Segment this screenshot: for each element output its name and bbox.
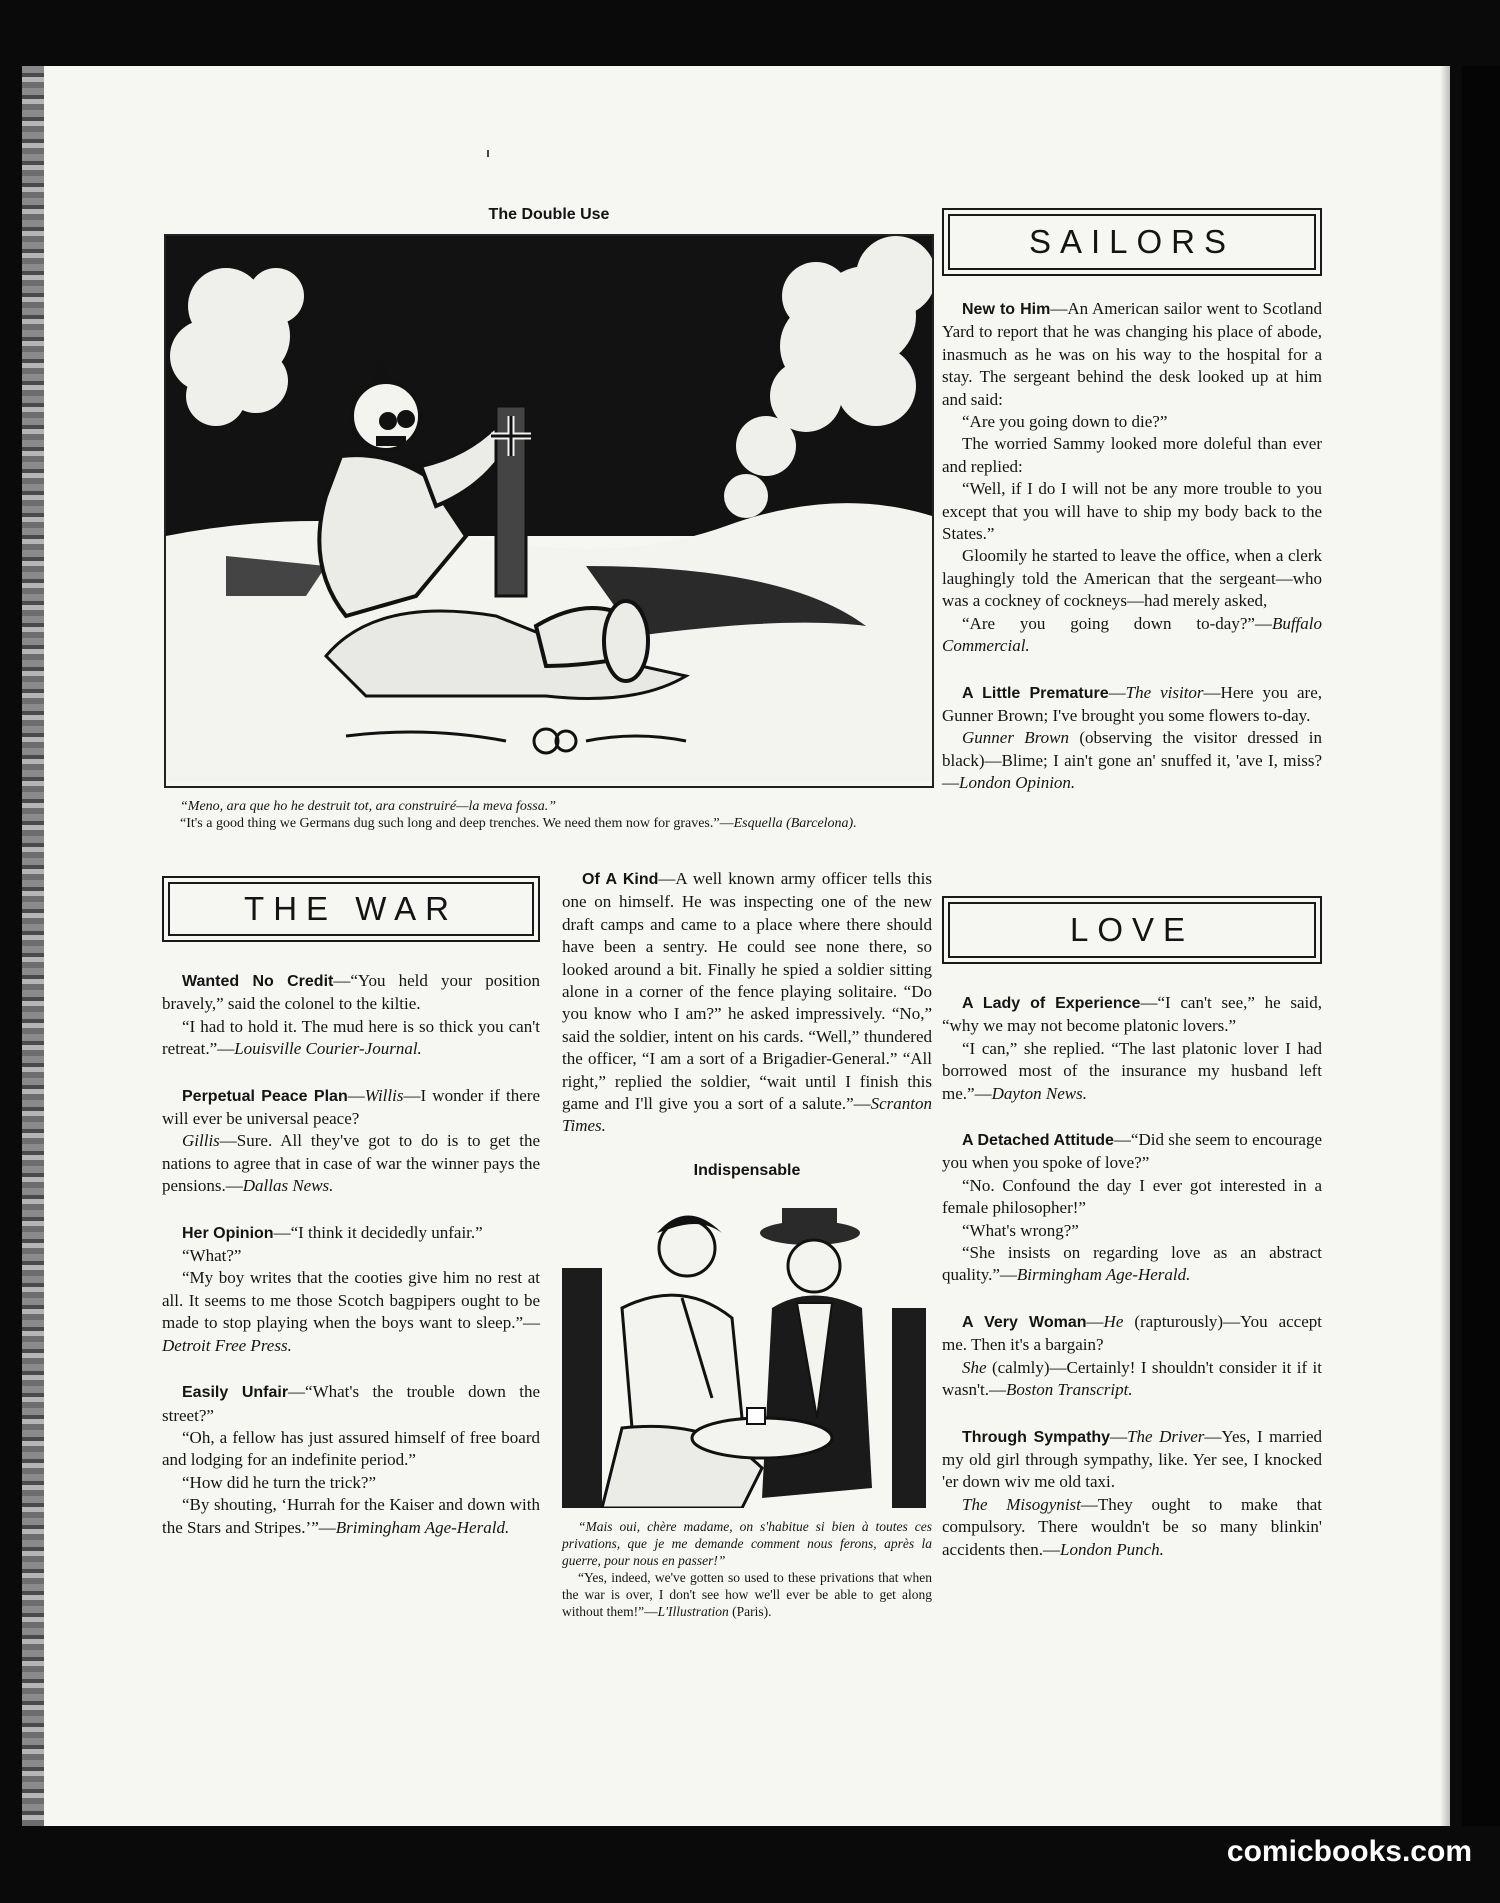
item-wanted-no-credit-cont: [162, 1016, 540, 1061]
kind-column: [562, 868, 932, 1620]
item-detached-attitude-cont: “What's wrong?”: [962, 1220, 1079, 1240]
item-her-opinion-cont: “What?”: [182, 1246, 242, 1266]
item-title: Wanted No Credit: [182, 973, 334, 990]
mid-cartoon-title: Indispensable: [693, 1161, 801, 1179]
item-title: Of A Kind: [582, 871, 659, 888]
sailors-heading: SAILORS: [942, 208, 1322, 276]
item-very-woman: A Very Woman—He (rapturously)—You accept me. Then it's a bargain?: [942, 1311, 1322, 1355]
page-binding: [22, 66, 44, 1826]
top-cartoon-caption-foreign: “Meno, ara que ho he destruit tot, ara construiré—la meva fossa.”: [180, 799, 557, 814]
item-text: (calmly)—Certainly! I shouldn't consider it if it wasn't.—: [942, 1357, 1322, 1400]
top-cartoon-block: [164, 206, 934, 832]
item-text: “I can,” she replied. “The last platonic lover I had borrowed most of the insurance my husband left me.”—: [942, 1038, 1322, 1103]
item-new-to-him: [942, 298, 1322, 411]
item-text: —Sure. All they've got to do is to get the nations to agree that in case of war the winner pays the pensions.—: [162, 1131, 540, 1196]
item-through-sympathy: Through Sympathy—The Driver—Yes, I married my old girl through sympathy, like. Yer see, I knocked 'er down wiv me old taxi.: [942, 1426, 1322, 1492]
item-speaker: The visitor: [1125, 682, 1204, 702]
item-text: —Yes, I married my old girl through sympathy, like. Yer see, I knocked 'er down wiv me old taxi.: [942, 1426, 1322, 1492]
item-text: —“I think it decidedly unfair.”: [273, 1222, 483, 1242]
item-text: —“Did she seem to encourage you when you spoke of love?”: [942, 1130, 1322, 1173]
item-text: “I had to hold it. The mud here is so thick you can't retreat.”—: [162, 1016, 540, 1059]
item-title: Her Opinion: [182, 1224, 274, 1242]
item-text: —“I can't see,” he said, “why we may not become platonic lovers.”: [942, 993, 1323, 1036]
item-source: Dayton News.: [991, 1083, 1087, 1103]
item-title: Perpetual Peace Plan: [182, 1087, 348, 1105]
item-her-opinion-cont: [162, 1267, 540, 1357]
item-text: —They ought to make that compulsory. There wouldn't be so many blinkin' accidents then.—: [942, 1494, 1323, 1559]
page-edge: [1440, 66, 1450, 1826]
item-new-to-him-cont: The worried Sammy looked more doleful than ever and replied:: [942, 434, 1322, 476]
item-title: New to Him: [962, 301, 1051, 318]
item-detached-attitude: [942, 1129, 1322, 1175]
item-text: —I wonder if there will ever be universal peace?: [162, 1085, 540, 1129]
sailors-column: [942, 208, 1322, 819]
item-new-to-him-cont: “Are you going down to die?”: [962, 412, 1168, 432]
item-new-to-him-cont: Gloomily he started to leave the office, when a clerk laughingly told the American that the sergeant—who was a cockney of cockneys—had merely asked,: [942, 546, 1322, 611]
mid-caption-text: “Yes, indeed, we've gotten so used to these privations that when the war is over, I don't see how we'll ever be able to get along without them!”—: [562, 1569, 932, 1619]
item-speaker: Gillis: [182, 1131, 220, 1151]
item-source: London Opinion.: [959, 773, 1076, 793]
item-text: —A well known army officer tells this one on himself. He was inspecting one of the new draft camps and came to a place where there should have been a sentry. He could see none there, so looked around a bit. Finally he spied a soldier sitting alone in a corner of the fence playing solitaire. “Do you know who I am?” he asked impressively. “No,” said the soldier, intent on his cards. “Well,” thundered the officer, “I am a sort of a Brigadier-General.” “All right,” replied the soldier, “wait until I finish this game and I'll give you a sort of a salute.”—: [562, 869, 933, 1114]
top-cartoon-title: The Double Use: [488, 206, 610, 223]
item-text: —An American sailor went to Scotland Yard to report that he was changing his place of abode, inasmuch as he was on his way to the hospital for a stay. The sergeant behind the desk looked up at him and said:: [942, 299, 1322, 409]
top-cartoon-caption-english: [164, 815, 934, 832]
item-lady-of-experience: [942, 992, 1322, 1038]
item-source: Louisville Courier-Journal.: [234, 1039, 422, 1059]
item-through-sympathy-cont: [942, 1494, 1322, 1561]
item-title: A Little Premature: [962, 684, 1109, 702]
mid-cartoon-caption-english: [562, 1569, 932, 1620]
item-text: —Here you are, Gunner Brown; I've brought you some flowers to-day.: [942, 682, 1322, 725]
item-new-to-him-cont: [942, 613, 1322, 658]
item-easily-unfair-cont: “Oh, a fellow has just assured himself of free board and lodging for an indefinite period.”: [162, 1427, 540, 1470]
item-source: Buffalo Commercial.: [942, 613, 1322, 656]
item-text: —“You held your position bravely,” said the colonel to the kiltie.: [162, 971, 540, 1014]
item-new-to-him-cont: “Well, if I do I will not be any more trouble to you except that you will have to ship my body back to the States.”: [942, 479, 1322, 544]
item-title: Through Sympathy: [962, 1428, 1111, 1446]
item-detached-attitude-cont: “No. Confound the day I ever got interested in a female philosopher!”: [942, 1175, 1322, 1218]
item-speaker: The Misogynist: [962, 1494, 1081, 1514]
item-little-premature-cont: [942, 727, 1322, 794]
item-source: Boston Transcript.: [1005, 1380, 1133, 1400]
item-speaker: Gunner Brown: [962, 728, 1070, 748]
top-cartoon-image: [164, 234, 934, 788]
item-text: “My boy writes that the cooties give him no rest at all. It seems to me those Scotch bagpipers ought to be made to stop playing when the boys want to sleep.”—: [162, 1268, 540, 1333]
item-easily-unfair-cont: “How did he turn the trick?”: [182, 1472, 377, 1492]
item-little-premature: A Little Premature—The visitor—Here you are, Gunner Brown; I've brought you some flowers to-day.: [942, 682, 1322, 725]
item-lady-of-experience-cont: [942, 1038, 1322, 1105]
item-very-woman-cont: [942, 1357, 1322, 1402]
mid-cartoon-caption-foreign: “Mais oui, chère madame, on s'habitue si bien à toutes ces privations, que je me demande comment nous ferons, après la guerre, pour nous en passer!”: [562, 1518, 932, 1568]
skeleton-soldier-illustration: [166, 236, 932, 782]
item-text: “She insists on regarding love as an abstract quality.”—: [942, 1243, 1322, 1285]
war-heading: THE WAR: [162, 876, 540, 942]
item-text: —“What's the trouble down the street?”: [162, 1382, 540, 1425]
site-watermark: comicbooks.com: [1226, 1835, 1472, 1868]
item-perpetual-peace: Perpetual Peace Plan—Willis—I wonder if there will ever be universal peace?: [162, 1085, 540, 1129]
item-title: A Lady of Experience: [962, 995, 1141, 1012]
magazine-page: [22, 66, 1450, 1826]
item-text: (observing the visitor dressed in black)—Blime; I ain't gone an' snuffed it, 'ave I, miss?—: [942, 728, 1322, 793]
item-wanted-no-credit: [162, 970, 540, 1016]
item-title: A Very Woman: [962, 1313, 1087, 1331]
item-detached-attitude-cont: [942, 1242, 1322, 1287]
item-title: A Detached Attitude: [962, 1132, 1114, 1150]
item-source: Birmingham Age-Herald.: [1016, 1265, 1191, 1285]
item-source: Dallas News.: [242, 1176, 334, 1196]
love-heading: LOVE: [942, 896, 1322, 964]
item-speaker: Willis: [364, 1085, 404, 1105]
item-source: Scranton Times.: [562, 1094, 932, 1136]
scan-right-edge: [1462, 66, 1500, 1826]
top-caption-source: Esquella (Barcelona).: [733, 816, 857, 831]
item-perpetual-peace-cont: [162, 1130, 540, 1197]
mid-caption-place: (Paris).: [732, 1603, 772, 1619]
love-column: [942, 896, 1322, 1585]
item-text: “By shouting, ‘Hurrah for the Kaiser and down with the Stars and Stripes.’”—: [162, 1495, 540, 1537]
page-mark: [487, 150, 489, 157]
war-column: [162, 876, 540, 1563]
item-text: (rapturously)—You accept me. Then it's a bargain?: [942, 1311, 1322, 1355]
two-women-illustration: [562, 1188, 932, 1508]
mid-cartoon-image: [562, 1188, 932, 1508]
item-text: “Are you going down to-day?”—: [962, 613, 1272, 633]
item-source: Detroit Free Press.: [162, 1335, 292, 1355]
item-source: London Punch.: [1060, 1539, 1164, 1559]
item-title: Easily Unfair: [182, 1384, 289, 1402]
top-caption-text: “It's a good thing we Germans dug such long and deep trenches. We need them now for graves.”—: [180, 816, 734, 831]
item-her-opinion: [162, 1222, 540, 1245]
item-of-a-kind: [562, 868, 932, 1138]
mid-caption-source: L'Illustration: [657, 1603, 729, 1619]
item-easily-unfair-cont: [162, 1494, 540, 1539]
item-speaker: She: [962, 1357, 987, 1377]
item-speaker: The Driver: [1127, 1426, 1205, 1446]
item-easily-unfair: [162, 1381, 540, 1427]
item-source: Brimingham Age-Herald.: [335, 1517, 510, 1537]
item-speaker: He: [1103, 1311, 1124, 1331]
